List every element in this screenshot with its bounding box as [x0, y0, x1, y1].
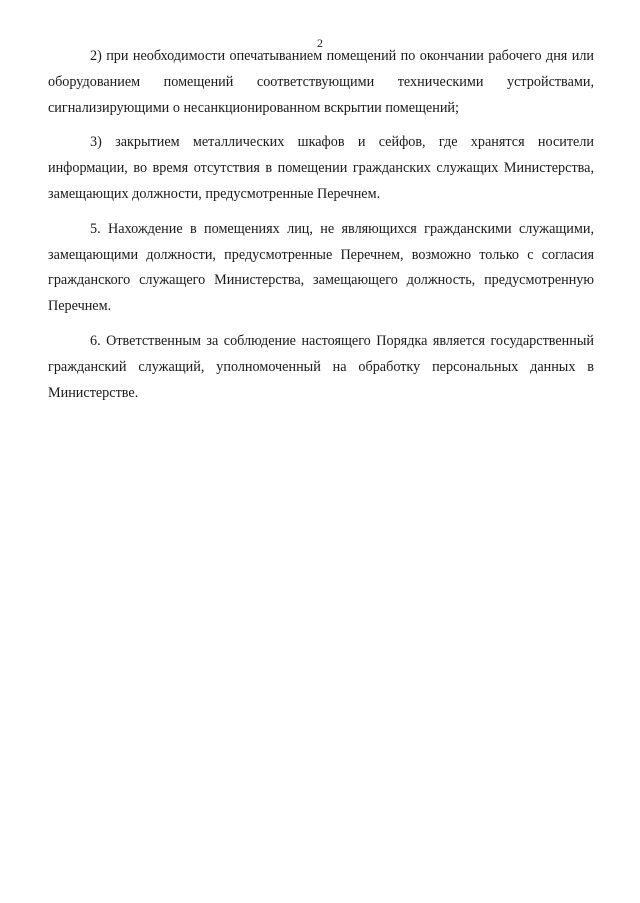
paragraph-item-2: 2) при необходимости опечатыванием помещений по окончании рабочего дня или оборудованием помещений соответствующими техническими устройствами, сигнализирующими о несанкционированном вскрытии помещений; [48, 48, 594, 116]
page-number: 2 [317, 36, 323, 50]
paragraph-section-6: 6. Ответственным за соблюдение настоящего Порядка является государственный гражданский служащий, уполномоченный на обработку персональных данных в Министерстве. [48, 332, 594, 401]
paragraph-item-3: 3) закрытием металлических шкафов и сейфов, где хранятся носители информации, во время отсутствия в помещении гражданских служащих Министерства, замещающих должности, предусмотренные Перечнем. [48, 134, 594, 202]
paragraph-section-5: 5. Нахождение в помещениях лиц, не являющихся гражданскими служащими, замещающими должности, предусмотренные Перечнем, возможно только с согласия гражданского служащего Министерства, замещающего должность, предусмотренную Перечнем. [48, 220, 594, 315]
document-body [48, 44, 594, 415]
